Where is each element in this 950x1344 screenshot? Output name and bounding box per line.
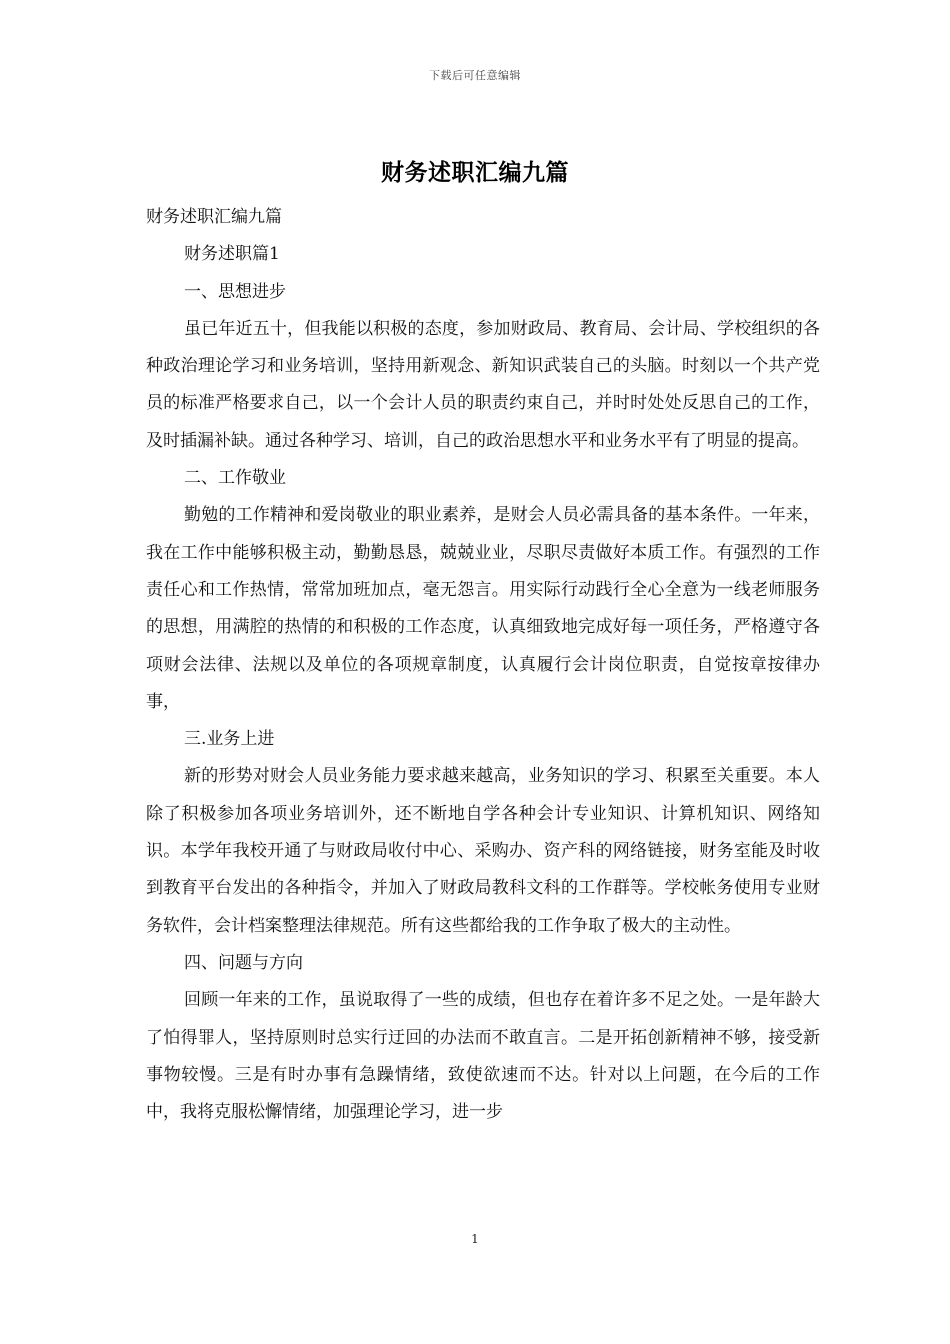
paragraph-business-progress: 新的形势对财会人员业务能力要求越来越高，业务知识的学习、积累至关重要。本人除了积极参加各项业务培训外，还不断地自学各种会计专业知识、计算机知识、网络知识。本学年我校开通了与财政局收付中心、采购办、资产科的网络链接，财务室能及时收到教育平台发出的各种指令，并加入了财政局教科文科的工作群等。学校帐务使用专业财务软件，会计档案整理法律规范。所有这些都给我的工作争取了极大的主动性。 xyxy=(146,766,820,936)
section-title: 财务述职篇1 xyxy=(184,244,280,265)
document-title: 财务述职汇编九篇 xyxy=(381,159,569,186)
subtitle-line: 财务述职汇编九篇 xyxy=(146,207,282,227)
heading-work-dedication: 二、工作敬业 xyxy=(184,468,286,489)
paragraph-problems-direction: 回顾一年来的工作，虽说取得了一些的成绩，但也存在着许多不足之处。一是年龄大了怕得罪人，坚持原则时总实行迂回的办法而不敢直言。二是开拓创新精神不够，接受新事物较慢。三是有时办事有急躁情绪，致使欲速而不达。针对以上问题，在今后的工作中，我将克服松懈情绪，加强理论学习，进一步 xyxy=(146,990,820,1123)
paragraph-thought-progress: 虽已年近五十，但我能以积极的态度，参加财政局、教育局、会计局、学校组织的各种政治理论学习和业务培训，坚持用新观念、新知识武装自己的头脑。时刻以一个共产党员的标准严格要求自己，以一个会计人员的职责约束自己，并时时处处反思自己的工作，及时插漏补缺。通过各种学习、培训，自己的政治思想水平和业务水平有了明显的提高。 xyxy=(146,318,820,451)
document-body xyxy=(146,199,820,1131)
heading-thought-progress: 一、思想进步 xyxy=(184,281,286,302)
paragraph-work-dedication: 勤勉的工作精神和爱岗敬业的职业素养，是财会人员必需具备的基本条件。一年来，我在工作中能够积极主动，勤勤恳恳，兢兢业业，尽职尽责做好本质工作。有强烈的工作责任心和工作热情，常常加班加点，毫无怨言。用实际行动践行全心全意为一线老师服务的思想，用满腔的热情的和积极的工作态度，认真细致地完成好每一项任务，严格遵守各项财会法律、法规以及单位的各项规章制度，认真履行会计岗位职责，自觉按章按律办事， xyxy=(146,505,820,712)
header-note: 下载后可任意编辑 xyxy=(429,69,521,82)
heading-business-progress: 三.业务上进 xyxy=(184,729,275,750)
page-number: 1 xyxy=(471,1232,479,1246)
heading-problems-direction: 四、问题与方向 xyxy=(184,952,303,973)
